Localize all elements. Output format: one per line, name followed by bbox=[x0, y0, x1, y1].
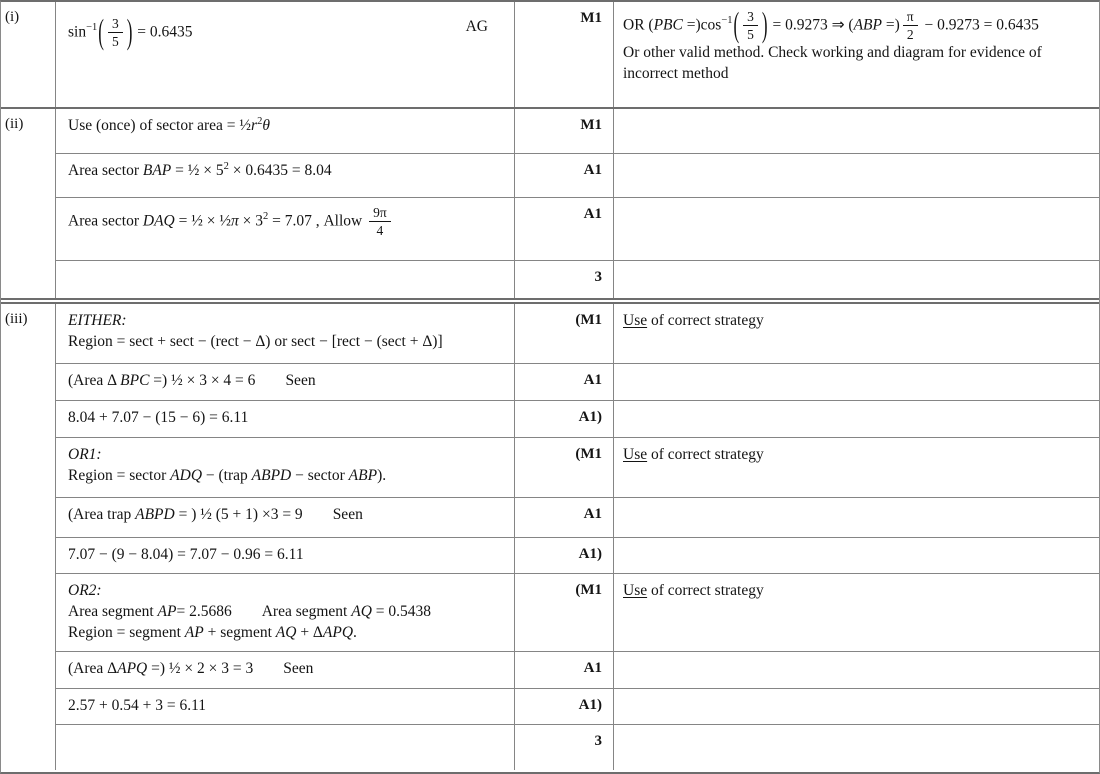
text-segment: =) ½ × 3 × 4 = 6 bbox=[149, 372, 256, 389]
answer-line bbox=[68, 11, 504, 51]
open-paren-icon: ( bbox=[733, 4, 740, 44]
text-segment: − (trap bbox=[202, 466, 252, 484]
comment-cell bbox=[614, 652, 1099, 688]
text-segment: × 0.6435 = 8.04 bbox=[228, 162, 332, 179]
comment-cell bbox=[614, 2, 1099, 107]
text-segment: Seen bbox=[285, 372, 316, 389]
answer-line bbox=[68, 445, 504, 466]
fraction bbox=[97, 11, 133, 51]
comment-cell bbox=[614, 498, 1099, 537]
mark-cell bbox=[514, 198, 614, 260]
denominator: 2 bbox=[906, 26, 914, 42]
answer-cell bbox=[56, 154, 514, 197]
fraction bbox=[732, 4, 768, 44]
superscript: 2 bbox=[223, 161, 229, 172]
math-variable: AP bbox=[157, 602, 177, 620]
answer-cell bbox=[56, 261, 514, 298]
mark-row bbox=[56, 153, 1099, 197]
mark-cell bbox=[514, 154, 614, 197]
comment-cell bbox=[614, 109, 1099, 153]
fraction-stack bbox=[743, 9, 758, 43]
fraction-stack bbox=[369, 205, 391, 239]
text-segment: (Area trap bbox=[68, 506, 136, 523]
math-variable: AQ bbox=[351, 602, 372, 620]
answer-line bbox=[68, 466, 504, 487]
answer-line bbox=[68, 545, 504, 566]
text-segment: Area segment bbox=[261, 602, 352, 620]
comment-line bbox=[623, 311, 1089, 332]
math-variable: DAQ bbox=[142, 212, 175, 230]
superscript: −1 bbox=[86, 22, 98, 34]
answer-cell bbox=[56, 401, 514, 437]
numerator: 3 bbox=[743, 9, 758, 26]
math-variable: APQ bbox=[117, 660, 148, 677]
text-segment: . bbox=[353, 623, 357, 641]
text-segment: Area segment bbox=[68, 602, 158, 620]
math-variable: AP bbox=[184, 623, 204, 641]
answer-line bbox=[68, 371, 504, 392]
superscript: 2 bbox=[257, 116, 263, 127]
answer-line bbox=[68, 332, 504, 353]
section-part-iii bbox=[1, 302, 1099, 770]
text-segment: Seen bbox=[283, 660, 314, 677]
denominator: 4 bbox=[376, 222, 384, 238]
math-variable: OR2: bbox=[68, 582, 102, 599]
mark-value: (M1 bbox=[575, 582, 602, 598]
underlined-word: Use bbox=[623, 312, 648, 329]
text-segment: = 0.9273 ⇒ ( bbox=[768, 16, 854, 34]
math-variable: ABPD bbox=[251, 466, 292, 484]
text-segment: sin bbox=[68, 23, 87, 41]
answer-cell bbox=[56, 364, 514, 400]
mark-cell bbox=[514, 438, 614, 497]
answer-cell bbox=[56, 2, 514, 107]
answer-line bbox=[68, 581, 504, 602]
numerator: 9π bbox=[369, 205, 391, 222]
text-segment: = 7.07 , Allow bbox=[268, 212, 367, 230]
fraction-stack bbox=[108, 16, 123, 50]
mark-row bbox=[56, 2, 1099, 107]
denominator: 5 bbox=[747, 26, 754, 42]
mark-value: A1) bbox=[578, 697, 602, 713]
answer-line bbox=[68, 408, 504, 429]
superscript: 2 bbox=[262, 211, 269, 223]
comment-cell bbox=[614, 304, 1099, 363]
comment-cell bbox=[614, 364, 1099, 400]
answer-line bbox=[68, 205, 504, 239]
comment-line bbox=[623, 43, 1089, 85]
mark-cell bbox=[514, 304, 614, 363]
underlined-word: Use bbox=[623, 446, 648, 463]
math-variable: θ bbox=[262, 117, 270, 134]
text-segment: × 3 bbox=[238, 212, 263, 230]
text-segment: = 0.5438 bbox=[371, 602, 432, 620]
answer-line bbox=[68, 602, 504, 623]
mark-row bbox=[56, 109, 1099, 153]
mark-row bbox=[56, 724, 1099, 770]
total-marks-cell bbox=[514, 725, 614, 770]
answer-cell bbox=[56, 652, 514, 688]
section-part-ii bbox=[1, 109, 1099, 300]
answer-line bbox=[68, 659, 504, 680]
math-variable: OR1: bbox=[68, 446, 102, 463]
math-variable: ABP bbox=[853, 16, 882, 34]
mark-row bbox=[56, 651, 1099, 688]
mark-cell bbox=[514, 652, 614, 688]
open-paren-icon: ( bbox=[98, 11, 104, 51]
text-segment: − sector bbox=[291, 466, 349, 484]
text-segment: Seen bbox=[332, 506, 363, 523]
answer-cell bbox=[56, 725, 514, 770]
mark-value: A1) bbox=[578, 409, 602, 425]
mark-value: A1 bbox=[583, 206, 602, 222]
mark-value: A1 bbox=[583, 660, 602, 676]
mark-cell bbox=[514, 538, 614, 573]
part-label: (i) bbox=[1, 2, 56, 107]
comment-cell bbox=[614, 689, 1099, 724]
math-variable: π bbox=[230, 212, 239, 230]
mark-value: M1 bbox=[580, 10, 602, 26]
text-segment: Or other valid method. Check working and diagram for evidence of incorrect method bbox=[623, 43, 1042, 82]
answer-cell bbox=[56, 304, 514, 363]
mark-cell bbox=[514, 109, 614, 153]
mark-cell bbox=[514, 401, 614, 437]
math-variable: ABPD bbox=[135, 506, 175, 523]
mark-row bbox=[56, 197, 1099, 260]
answer-line bbox=[68, 623, 504, 644]
text-segment: (Area Δ bbox=[68, 372, 121, 389]
answer-cell bbox=[56, 538, 514, 573]
mark-value: (M1 bbox=[575, 446, 602, 462]
text-segment: = 2.5686 bbox=[176, 602, 232, 620]
part-label: (iii) bbox=[1, 304, 56, 770]
text-segment: =)cos bbox=[682, 16, 722, 34]
comment-line bbox=[623, 445, 1089, 466]
comment-cell bbox=[614, 538, 1099, 573]
text-segment: Use (once) of sector area = ½ bbox=[68, 117, 252, 134]
mark-row bbox=[56, 304, 1099, 363]
comment-line bbox=[623, 581, 1089, 602]
answer-cell bbox=[56, 198, 514, 260]
numerator: 3 bbox=[108, 16, 123, 33]
superscript: −1 bbox=[721, 15, 733, 27]
text-segment: Area sector bbox=[68, 212, 143, 230]
text-segment: 2.57 + 0.54 + 3 = 6.11 bbox=[68, 697, 207, 714]
text-segment: ). bbox=[377, 466, 387, 484]
rows-container bbox=[56, 2, 1099, 107]
comment-cell bbox=[614, 574, 1099, 651]
mark-cell bbox=[514, 574, 614, 651]
answer-cell bbox=[56, 438, 514, 497]
close-paren-icon: ) bbox=[126, 11, 133, 51]
mark-value: A1 bbox=[583, 506, 602, 522]
math-variable: PBC bbox=[653, 16, 683, 34]
close-paren-icon: ) bbox=[761, 4, 768, 44]
fraction bbox=[366, 205, 394, 239]
mark-row bbox=[56, 688, 1099, 724]
answer-cell bbox=[56, 109, 514, 153]
answer-line bbox=[68, 696, 504, 717]
mark-value: A1) bbox=[578, 546, 602, 562]
comment-cell bbox=[614, 401, 1099, 437]
mark-value: A1 bbox=[583, 162, 602, 178]
text-segment: = ½ × ½ bbox=[174, 212, 231, 230]
comment-line bbox=[623, 4, 1089, 44]
text-segment: OR ( bbox=[623, 16, 654, 34]
mark-row bbox=[56, 400, 1099, 437]
text-segment: Region = sect + sect − (rect − Δ) or sect − [rect − (sect + Δ)] bbox=[68, 332, 443, 350]
math-variable: ADQ bbox=[170, 466, 203, 484]
text-segment: (Area Δ bbox=[68, 660, 118, 677]
total-marks-value: 3 bbox=[594, 733, 602, 749]
answer-line bbox=[68, 116, 504, 137]
comment-cell bbox=[614, 198, 1099, 260]
answer-line bbox=[68, 161, 504, 182]
comment-cell bbox=[614, 438, 1099, 497]
mark-value: A1 bbox=[583, 372, 602, 388]
text-segment: − 0.9273 = 0.6435 bbox=[920, 16, 1039, 34]
text-segment: Region = segment bbox=[68, 623, 185, 641]
underlined-word: Use bbox=[623, 582, 648, 599]
text-segment: of correct strategy bbox=[647, 312, 764, 329]
mark-row bbox=[56, 363, 1099, 400]
mark-cell bbox=[514, 2, 614, 107]
math-variable: r bbox=[251, 117, 258, 134]
fraction-stack bbox=[903, 9, 918, 43]
text-segment: = ) ½ (5 + 1) ×3 = 9 bbox=[174, 506, 303, 523]
text-segment: of correct strategy bbox=[647, 446, 764, 463]
total-marks-cell bbox=[514, 261, 614, 298]
mark-cell bbox=[514, 689, 614, 724]
answer-cell bbox=[56, 574, 514, 651]
denominator: 5 bbox=[111, 33, 119, 49]
section-part-i bbox=[1, 2, 1099, 109]
text-segment: = ½ × 5 bbox=[171, 162, 224, 179]
math-variable: EITHER: bbox=[68, 312, 127, 329]
text-segment: =) ½ × 2 × 3 = 3 bbox=[147, 660, 254, 677]
total-marks-value: 3 bbox=[594, 269, 602, 285]
comment-cell bbox=[614, 154, 1099, 197]
text-segment: Area sector bbox=[68, 162, 143, 179]
math-variable: ABP bbox=[348, 466, 378, 484]
answer-given-flag: AG bbox=[465, 18, 488, 35]
rows-container bbox=[56, 109, 1099, 298]
answer-line bbox=[68, 311, 504, 332]
mark-row bbox=[56, 573, 1099, 651]
mark-row bbox=[56, 497, 1099, 537]
answer-cell bbox=[56, 689, 514, 724]
text-segment: Region = sector bbox=[68, 466, 171, 484]
math-variable: BPC bbox=[120, 372, 150, 389]
rows-container bbox=[56, 304, 1099, 770]
text-segment: of correct strategy bbox=[647, 582, 764, 599]
mark-value: M1 bbox=[580, 117, 602, 133]
comment-cell bbox=[614, 725, 1099, 770]
mark-row bbox=[56, 437, 1099, 497]
text-segment: + segment bbox=[203, 623, 276, 641]
math-variable: APQ bbox=[322, 623, 354, 641]
mark-cell bbox=[514, 498, 614, 537]
part-label: (ii) bbox=[1, 109, 56, 298]
text-segment: =) bbox=[882, 16, 900, 34]
answer-cell bbox=[56, 498, 514, 537]
text-segment: + Δ bbox=[296, 623, 323, 641]
mark-cell bbox=[514, 364, 614, 400]
comment-cell bbox=[614, 261, 1099, 298]
fraction bbox=[900, 9, 921, 43]
mark-row bbox=[56, 260, 1099, 298]
text-segment: = 0.6435 bbox=[133, 23, 193, 41]
text-segment: 8.04 + 7.07 − (15 − 6) = 6.11 bbox=[68, 409, 249, 426]
answer-line bbox=[68, 505, 504, 526]
mark-row bbox=[56, 537, 1099, 573]
text-segment: 7.07 − (9 − 8.04) = 7.07 − 0.96 = 6.11 bbox=[68, 546, 304, 563]
mark-value: (M1 bbox=[575, 312, 602, 328]
numerator: π bbox=[903, 9, 918, 26]
math-variable: AQ bbox=[275, 623, 297, 641]
math-variable: BAP bbox=[142, 162, 172, 179]
